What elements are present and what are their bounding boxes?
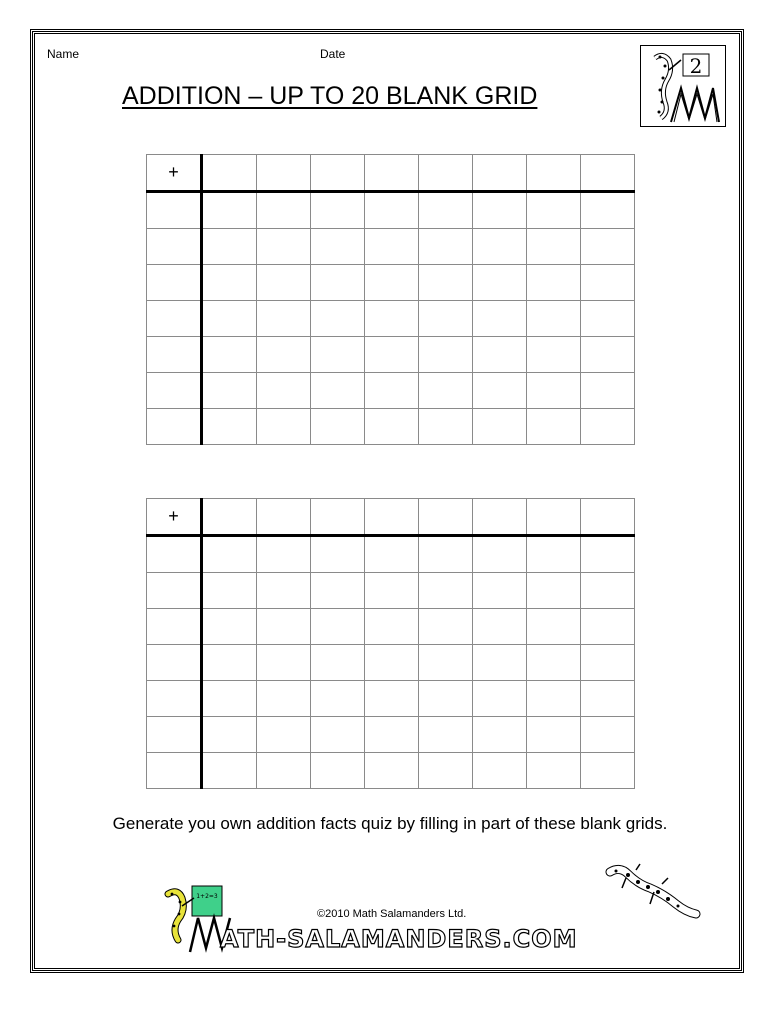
answer-cell[interactable] [527,409,581,445]
answer-cell[interactable] [419,681,473,717]
answer-cell[interactable] [473,681,527,717]
answer-cell[interactable] [365,609,419,645]
answer-cell[interactable] [527,229,581,265]
answer-cell[interactable] [527,645,581,681]
answer-cell[interactable] [581,645,635,681]
grid-row [147,573,635,609]
answer-cell[interactable] [311,229,365,265]
answer-cell[interactable] [257,373,311,409]
answer-cell[interactable] [581,229,635,265]
row-header-cell[interactable] [147,573,202,609]
header-cell[interactable] [419,499,473,536]
answer-cell[interactable] [419,229,473,265]
answer-cell[interactable] [202,409,257,445]
answer-cell[interactable] [473,229,527,265]
header-cell[interactable] [419,155,473,192]
answer-cell[interactable] [527,717,581,753]
header-cell[interactable] [581,155,635,192]
grid-row [147,265,635,301]
grid-row [147,373,635,409]
row-header-cell[interactable] [147,265,202,301]
answer-cell[interactable] [419,573,473,609]
answer-cell[interactable] [473,373,527,409]
answer-cell[interactable] [202,265,257,301]
answer-cell[interactable] [257,265,311,301]
answer-cell[interactable] [257,337,311,373]
answer-cell[interactable] [257,681,311,717]
header-cell[interactable] [311,155,365,192]
answer-cell[interactable] [419,301,473,337]
answer-cell[interactable] [419,536,473,573]
header-cell[interactable] [473,499,527,536]
salamander-teacher-icon [641,46,725,126]
answer-cell[interactable] [365,192,419,229]
answer-cell[interactable] [473,536,527,573]
answer-cell[interactable] [365,265,419,301]
answer-cell[interactable] [581,753,635,789]
answer-cell[interactable] [581,573,635,609]
header-cell[interactable] [311,499,365,536]
answer-cell[interactable] [473,573,527,609]
header-cell[interactable] [527,155,581,192]
row-header-cell[interactable] [147,337,202,373]
answer-cell[interactable] [419,717,473,753]
answer-cell[interactable] [202,609,257,645]
grid-row [147,609,635,645]
answer-cell[interactable] [365,645,419,681]
answer-cell[interactable] [581,337,635,373]
row-header-cell[interactable] [147,681,202,717]
answer-cell[interactable] [365,573,419,609]
answer-cell[interactable] [419,373,473,409]
answer-cell[interactable] [202,573,257,609]
row-header-cell[interactable] [147,301,202,337]
answer-cell[interactable] [581,536,635,573]
answer-cell[interactable] [202,681,257,717]
grid-header-row [147,499,635,536]
answer-cell[interactable] [365,229,419,265]
answer-cell[interactable] [581,301,635,337]
grid-row [147,337,635,373]
answer-cell[interactable] [419,645,473,681]
header-cell[interactable] [202,499,257,536]
grid-row [147,301,635,337]
corner-cell: + [147,499,202,536]
answer-cell[interactable] [419,192,473,229]
grid-row [147,681,635,717]
grid-row [147,753,635,789]
answer-cell[interactable] [473,753,527,789]
header-cell[interactable] [473,155,527,192]
header-cell[interactable] [581,499,635,536]
answer-cell[interactable] [365,753,419,789]
answer-cell[interactable] [527,573,581,609]
row-header-cell[interactable] [147,753,202,789]
row-header-cell[interactable] [147,536,202,573]
svg-text:1+2=3: 1+2=3 [196,893,218,900]
answer-cell[interactable] [365,681,419,717]
answer-cell[interactable] [419,753,473,789]
answer-cell[interactable] [473,409,527,445]
grid-row [147,229,635,265]
answer-cell[interactable] [365,717,419,753]
answer-cell[interactable] [581,192,635,229]
answer-cell[interactable] [527,192,581,229]
page-title: ADDITION – UP TO 20 BLANK GRID [122,82,538,110]
row-header-cell[interactable] [147,717,202,753]
answer-cell[interactable] [527,301,581,337]
answer-cell[interactable] [311,409,365,445]
answer-cell[interactable] [311,645,365,681]
answer-cell[interactable] [311,265,365,301]
answer-cell[interactable] [365,301,419,337]
answer-cell[interactable] [202,373,257,409]
grid-row [147,409,635,445]
answer-cell[interactable] [365,373,419,409]
row-header-cell[interactable] [147,192,202,229]
corner-cell: + [147,155,202,192]
header-cell[interactable] [365,155,419,192]
header-cell[interactable] [202,155,257,192]
answer-cell[interactable] [202,301,257,337]
answer-cell[interactable] [581,409,635,445]
answer-cell[interactable] [311,337,365,373]
answer-cell[interactable] [473,717,527,753]
answer-cell[interactable] [527,681,581,717]
answer-cell[interactable] [202,192,257,229]
addition-grid-2 [146,498,635,789]
badge-number: 2 [689,54,703,78]
answer-cell[interactable] [257,301,311,337]
answer-cell[interactable] [473,265,527,301]
answer-cell[interactable] [202,229,257,265]
grid-header-row [147,155,635,192]
answer-cell[interactable] [202,753,257,789]
answer-cell[interactable] [311,373,365,409]
answer-cell[interactable] [473,645,527,681]
answer-cell[interactable] [202,536,257,573]
answer-cell[interactable] [257,717,311,753]
answer-cell[interactable] [473,192,527,229]
answer-cell[interactable] [581,717,635,753]
answer-cell[interactable] [311,609,365,645]
answer-cell[interactable] [365,337,419,373]
grid-row [147,645,635,681]
answer-cell[interactable] [365,409,419,445]
header-cell[interactable] [365,499,419,536]
answer-cell[interactable] [257,573,311,609]
grade-badge [640,45,726,127]
grid-row [147,192,635,229]
answer-cell[interactable] [419,337,473,373]
instructions-text: Generate you own addition facts quiz by filling in part of these blank grids. [112,814,668,833]
salamander-icon [602,862,702,922]
answer-cell[interactable] [257,192,311,229]
copyright-text: ©2010 Math Salamanders Ltd. [317,908,467,920]
answer-cell[interactable] [257,645,311,681]
answer-cell[interactable] [419,609,473,645]
answer-cell[interactable] [473,609,527,645]
row-header-cell[interactable] [147,645,202,681]
answer-cell[interactable] [527,373,581,409]
answer-cell[interactable] [311,681,365,717]
name-label: Name [47,47,80,61]
answer-cell[interactable] [473,337,527,373]
answer-cell[interactable] [311,753,365,789]
row-header-cell[interactable] [147,229,202,265]
answer-cell[interactable] [311,717,365,753]
answer-cell[interactable] [202,337,257,373]
grid-row [147,717,635,753]
header-cell[interactable] [257,499,311,536]
answer-cell[interactable] [257,609,311,645]
logo-text: ATH-SALAMANDERS.COM [220,925,578,953]
answer-cell[interactable] [581,265,635,301]
answer-cell[interactable] [419,265,473,301]
row-header-cell[interactable] [147,409,202,445]
answer-cell[interactable] [257,753,311,789]
answer-cell[interactable] [527,536,581,573]
header-cell[interactable] [257,155,311,192]
row-header-cell[interactable] [147,373,202,409]
answer-cell[interactable] [257,536,311,573]
answer-cell[interactable] [527,609,581,645]
answer-cell[interactable] [311,573,365,609]
answer-cell[interactable] [257,229,311,265]
answer-cell[interactable] [419,409,473,445]
grid-row [147,536,635,573]
answer-cell[interactable] [257,409,311,445]
answer-cell[interactable] [311,192,365,229]
answer-cell[interactable] [527,265,581,301]
answer-cell[interactable] [311,301,365,337]
answer-cell[interactable] [473,301,527,337]
addition-grid-1 [146,154,635,445]
answer-cell[interactable] [527,337,581,373]
answer-cell[interactable] [581,681,635,717]
date-label: Date [320,47,346,61]
answer-cell[interactable] [202,645,257,681]
row-header-cell[interactable] [147,609,202,645]
answer-cell[interactable] [527,753,581,789]
answer-cell[interactable] [581,373,635,409]
answer-cell[interactable] [202,717,257,753]
answer-cell[interactable] [581,609,635,645]
header-cell[interactable] [527,499,581,536]
answer-cell[interactable] [365,536,419,573]
answer-cell[interactable] [311,536,365,573]
